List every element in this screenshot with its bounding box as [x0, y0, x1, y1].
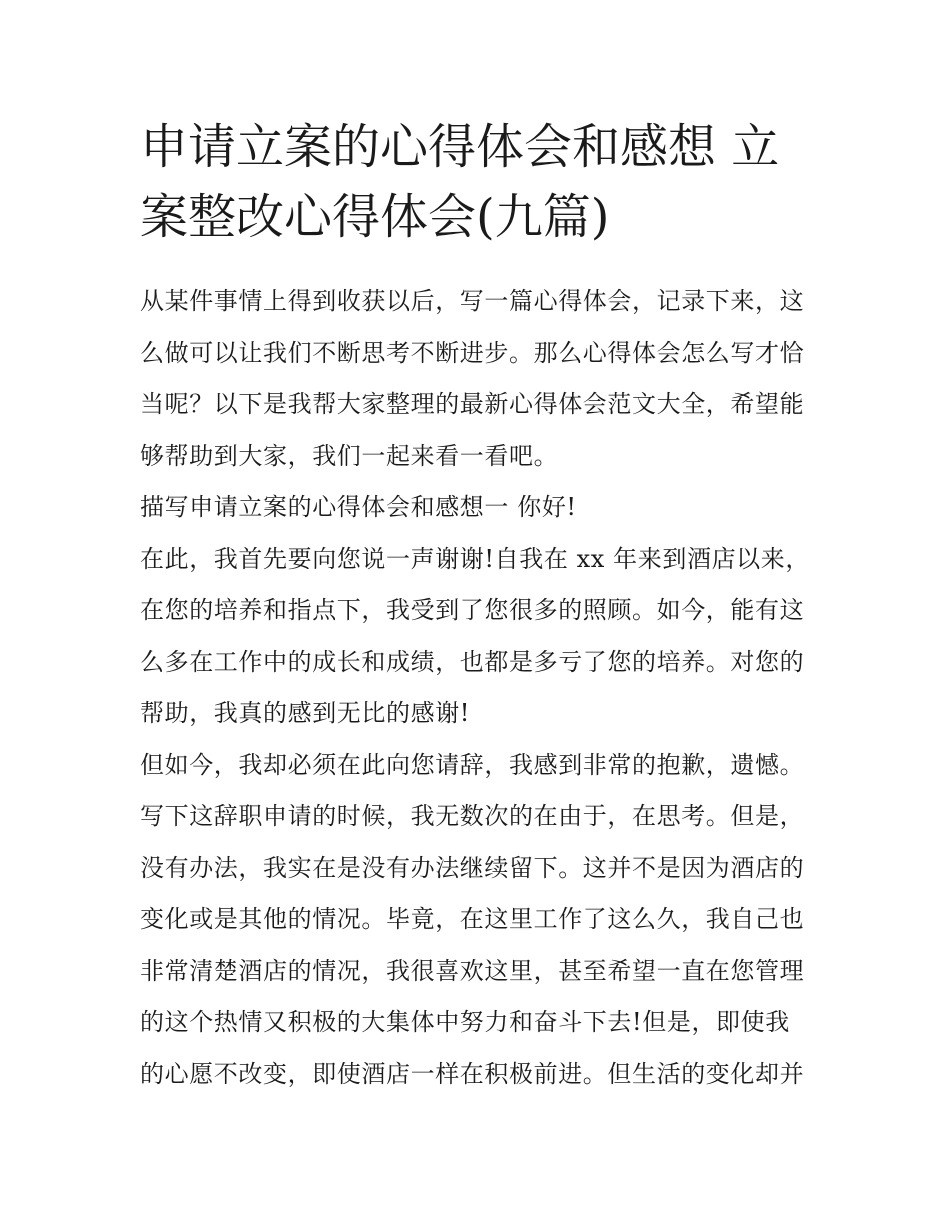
body-line: 的心愿不改变，即使酒店一样在积极前进。但生活的变化却并 [140, 1059, 805, 1088]
body-line: 么多在工作中的成长和成绩，也都是多亏了您的培养。对您的 [140, 647, 805, 676]
title-line: 案整改心得体会(九篇) [140, 189, 610, 245]
title-line: 申请立案的心得体会和感想 立 [140, 119, 780, 175]
body-line: 在此，我首先要向您说一声谢谢!自我在 xx 年来到酒店以来， [140, 544, 810, 573]
body-line: 但如今，我却必须在此向您请辞，我感到非常的抱歉，遗憾。 [140, 750, 805, 779]
body-line: 么做可以让我们不断思考不断进步。那么心得体会怎么写才恰 [140, 338, 805, 367]
body-line: 变化或是其他的情况。毕竟，在这里工作了这么久，我自己也 [140, 905, 805, 933]
body-line: 没有办法，我实在是没有办法继续留下。这并不是因为酒店的 [140, 853, 805, 882]
document-title [140, 112, 812, 252]
body-line: 够帮助到大家，我们一起来看一看吧。 [140, 441, 559, 470]
body-line: 在您的培养和指点下，我受到了您很多的照顾。如今，能有这 [140, 596, 805, 624]
body-line: 当呢？以下是我帮大家整理的最新心得体会范文大全，希望能 [140, 390, 805, 418]
document-content [140, 112, 812, 1100]
section-heading-line: 描写申请立案的心得体会和感想一 你好! [140, 493, 577, 521]
body-line: 从某件事情上得到收获以后，写一篇心得体会，记录下来，这 [140, 287, 805, 315]
body-line: 帮助，我真的感到无比的感谢! [140, 699, 471, 727]
body-line: 写下这辞职申请的时候，我无数次的在由于，在思考。但是， [140, 802, 805, 830]
body-line: 的这个热情又积极的大集体中努力和奋斗下去!但是，即使我 [140, 1008, 790, 1036]
body-line: 非常清楚酒店的情况，我很喜欢这里，甚至希望一直在您管理 [140, 956, 805, 985]
document-body [140, 276, 812, 1100]
